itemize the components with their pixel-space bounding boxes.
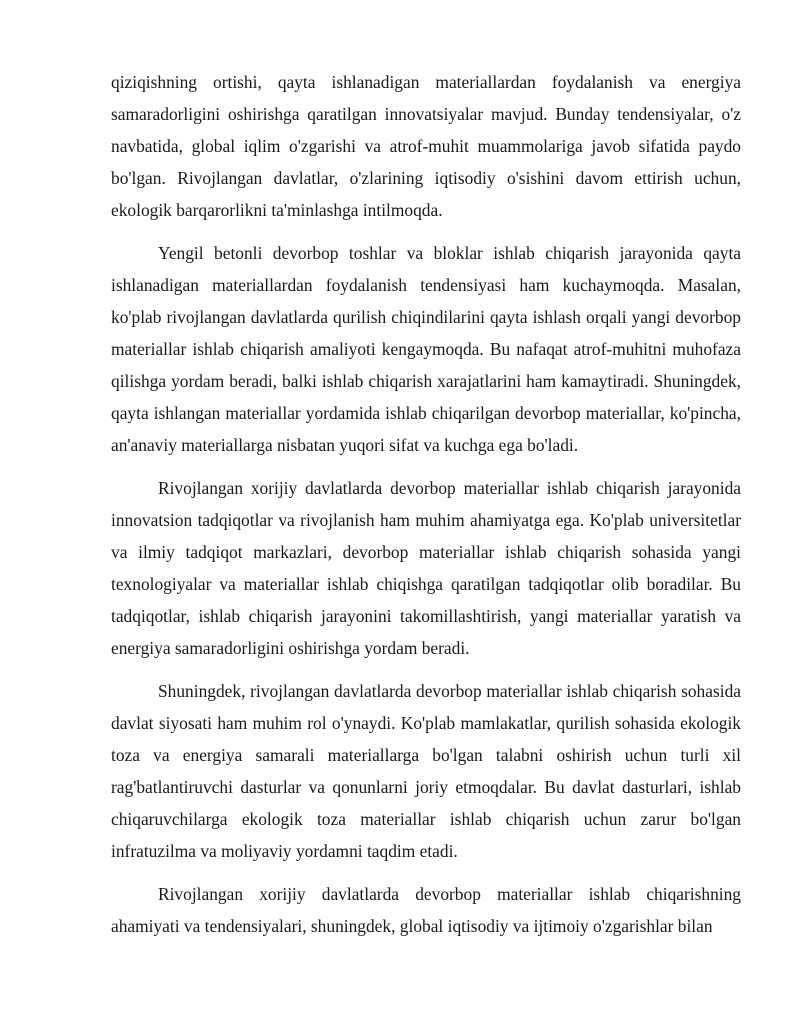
paragraph-continuation: qiziqishning ortishi, qayta ishlanadigan materiallardan foydalanish va energiya samaradorligini oshirishga qaratilgan innovatsiyalar mavjud. Bunday tendensiyalar, o'z navbatida, global iqlim o'zgarishi va atrof-muhit muammolariga javob sifatida paydo bo'lgan. Rivojlangan davlatlar, o'zlarining iqtisodiy o'sishini davom ettirish uchun, ekologik barqarorlikni ta'minlashga intilmoqda. (111, 72, 741, 220)
paragraph-state-policy: Shuningdek, rivojlangan davlatlarda devorbop materiallar ishlab chiqarish sohasida davlat siyosati ham muhim rol o'ynaydi. Ko'plab mamlakatlar, qurilish sohasida ekologik toza va energiya samarali materiallarga bo'lgan talabni oshirish uchun turli xil rag'batlantiruvchi dasturlar va qonunlarni joriy etmoqdalar. Bu davlat dasturlari, ishlab chiqaruvchilarga ekologik toza materiallar ishlab chiqarish uchun zarur bo'lgan infratuzilma va moliyaviy yordamni taqdim etadi. (111, 681, 741, 861)
paragraph-innovation-research: Rivojlangan xorijiy davlatlarda devorbop materiallar ishlab chiqarish jarayonida innovatsion tadqiqotlar va rivojlanish ham muhim ahamiyatga ega. Ko'plab universitetlar va ilmiy tadqiqot markazlari, devorbop materiallar ishlab chiqarish sohasida yangi texnologiyalar va materiallar ishlab chiqishga qaratilgan tadqiqotlar olib boradilar. Bu tadqiqotlar, ishlab chiqarish jarayonini takomillashtirish, yangi materiallar yaratish va energiya samaradorligini oshirishga yordam beradi. (111, 478, 741, 658)
document-page (111, 66, 741, 953)
paragraph-importance-trends: Rivojlangan xorijiy davlatlarda devorbop materiallar ishlab chiqarishning ahamiyati va tendensiyalari, shuningdek, global iqtisodiy va ijtimoiy o'zgarishlar bilan (111, 884, 741, 936)
paragraph-recycled-materials: Yengil betonli devorbop toshlar va bloklar ishlab chiqarish jarayonida qayta ishlanadigan materiallardan foydalanish tendensiyasi ham kuchaymoqda. Masalan, ko'plab rivojlangan davlatlarda qurilish chiqindilarini qayta ishlash orqali yangi devorbop materiallar ishlab chiqarish amaliyoti kengaymoqda. Bu nafaqat atrof-muhitni muhofaza qilishga yordam beradi, balki ishlab chiqarish xarajatlarini ham kamaytiradi. Shuningdek, qayta ishlangan materiallar yordamida ishlab chiqarilgan devorbop materiallar, ko'pincha, an'anaviy materiallarga nisbatan yuqori sifat va kuchga ega bo'ladi. (111, 243, 741, 455)
